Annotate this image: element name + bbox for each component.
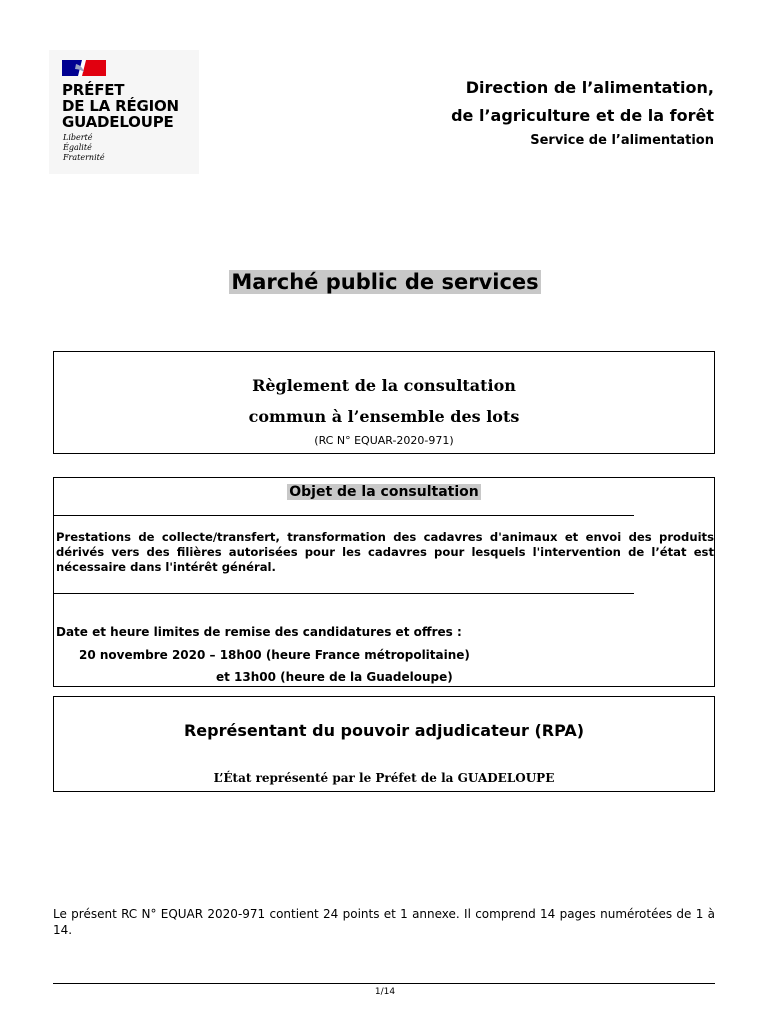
rpa-title: Représentant du pouvoir adjudicateur (RPA) bbox=[183, 721, 585, 740]
objet-box bbox=[53, 477, 715, 687]
ruleset-line-2: commun à l’ensemble des lots bbox=[248, 407, 520, 426]
direction-line-2: de l’agriculture et de la forêt bbox=[451, 106, 714, 125]
rc-reference: (RC N° EQUAR-2020-971) bbox=[314, 434, 454, 447]
objet-title bbox=[54, 481, 714, 500]
motto-fraternite: Fraternité bbox=[63, 153, 105, 162]
page-number: 1/14 bbox=[374, 987, 396, 997]
objet-title-text: Objet de la consultation bbox=[289, 484, 479, 500]
direction-line-1: Direction de l’alimentation, bbox=[465, 78, 714, 97]
motto-egalite: Égalité bbox=[63, 143, 92, 152]
rpa-subtitle: L’État représenté par le Préfet de la GUADELOUPE bbox=[213, 771, 555, 785]
service-name: Service de l’alimentation bbox=[530, 133, 714, 148]
document-title bbox=[0, 270, 770, 294]
ruleset-box bbox=[53, 351, 715, 454]
footer-separator bbox=[53, 983, 715, 984]
deadline-line-1: 20 novembre 2020 – 18h00 (heure France métropolitaine) bbox=[79, 648, 470, 662]
rpa-box bbox=[53, 696, 715, 792]
ruleset-line-1: Règlement de la consultation bbox=[252, 376, 516, 395]
marianne-flag-icon bbox=[62, 60, 106, 76]
document-summary: Le présent RC N° EQUAR 2020-971 contient 24 points et 1 annexe. Il comprend 14 pages numérotées de 1 à 14. bbox=[53, 907, 715, 937]
logo-line-guadeloupe: GUADELOUPE bbox=[62, 113, 174, 131]
prefet-logo bbox=[49, 50, 199, 174]
document-title-text: Marché public de services bbox=[231, 270, 539, 294]
deadline-line-2: et 13h00 (heure de la Guadeloupe) bbox=[216, 670, 453, 684]
objet-separator-bottom bbox=[54, 593, 634, 594]
logo-line-region: DE LA RÉGION bbox=[62, 97, 179, 115]
objet-separator-top bbox=[54, 515, 634, 516]
objet-description: Prestations de collecte/transfert, transformation des cadavres d'animaux et envoi des produits dérivés vers des filières autorisées pour les cadavres pour lesquels l'intervention de l’état est nécessaire dans l'intérêt général. bbox=[56, 530, 714, 574]
motto-liberte: Liberté bbox=[63, 133, 93, 142]
deadline-label: Date et heure limites de remise des candidatures et offres : bbox=[56, 625, 462, 639]
logo-line-prefet: PRÉFET bbox=[62, 81, 125, 99]
